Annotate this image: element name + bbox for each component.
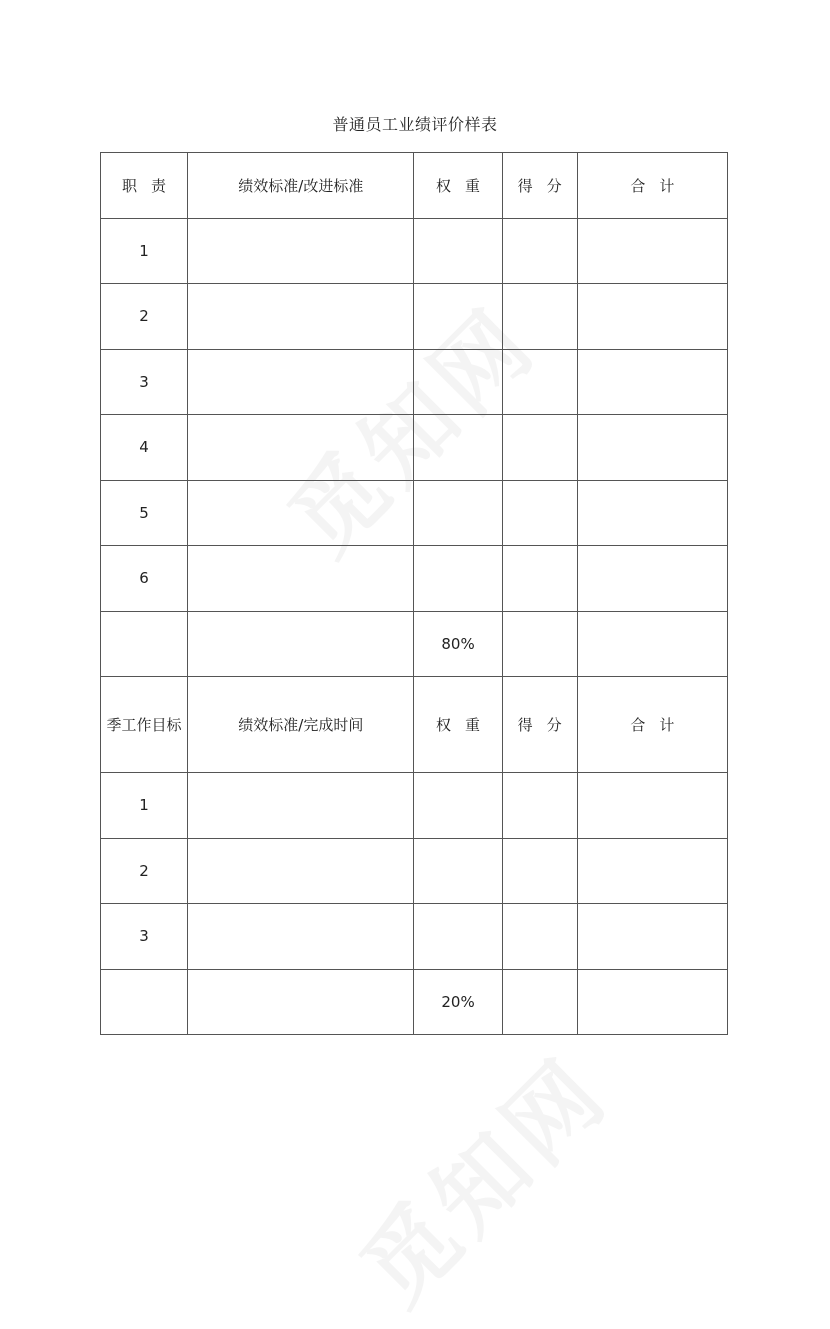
total-cell[interactable] (577, 773, 727, 839)
evaluation-table (100, 152, 728, 1035)
standard-cell[interactable] (188, 838, 414, 904)
empty-cell[interactable] (577, 969, 727, 1035)
score-cell[interactable] (502, 838, 577, 904)
row-number: 1 (101, 218, 188, 284)
document-title: 普通员工业绩评价样表 (332, 115, 498, 134)
total-cell[interactable] (577, 415, 727, 481)
subtotal-weight: 20% (414, 969, 502, 1035)
header-cell-weight: 权重 (414, 153, 502, 219)
row-number: 3 (101, 349, 188, 415)
total-cell[interactable] (577, 349, 727, 415)
standard-cell[interactable] (188, 415, 414, 481)
total-cell[interactable] (577, 480, 727, 546)
score-cell[interactable] (502, 546, 577, 612)
table-row (101, 284, 728, 350)
score-cell[interactable] (502, 218, 577, 284)
empty-cell[interactable] (502, 611, 577, 677)
weight-cell[interactable] (414, 349, 502, 415)
table-row (101, 773, 728, 839)
header-cell-score: 得分 (502, 677, 577, 773)
weight-cell[interactable] (414, 773, 502, 839)
header-cell-weight: 权重 (414, 677, 502, 773)
header-cell-quarter-goal: 季工作目标 (101, 677, 188, 773)
row-number: 4 (101, 415, 188, 481)
total-cell[interactable] (577, 218, 727, 284)
table-row (101, 218, 728, 284)
standard-cell[interactable] (188, 773, 414, 839)
standard-cell[interactable] (188, 284, 414, 350)
weight-cell[interactable] (414, 838, 502, 904)
standard-cell[interactable] (188, 546, 414, 612)
weight-cell[interactable] (414, 218, 502, 284)
header-row-duties (101, 153, 728, 219)
standard-cell[interactable] (188, 480, 414, 546)
watermark (327, 1023, 632, 1328)
row-number: 3 (101, 904, 188, 970)
row-number: 1 (101, 773, 188, 839)
weight-cell[interactable] (414, 284, 502, 350)
weight-cell[interactable] (414, 546, 502, 612)
header-cell-duty: 职责 (101, 153, 188, 219)
table-row (101, 415, 728, 481)
weight-cell[interactable] (414, 480, 502, 546)
score-cell[interactable] (502, 904, 577, 970)
header-cell-standard-time: 绩效标准/完成时间 (188, 677, 414, 773)
subtotal-row-quarter-goals (101, 969, 728, 1035)
empty-cell[interactable] (101, 969, 188, 1035)
table-row (101, 838, 728, 904)
standard-cell[interactable] (188, 349, 414, 415)
row-number: 5 (101, 480, 188, 546)
table-row (101, 904, 728, 970)
empty-cell[interactable] (188, 611, 414, 677)
score-cell[interactable] (502, 415, 577, 481)
table-row (101, 349, 728, 415)
row-number: 2 (101, 838, 188, 904)
row-number: 6 (101, 546, 188, 612)
empty-cell[interactable] (101, 611, 188, 677)
weight-cell[interactable] (414, 415, 502, 481)
standard-cell[interactable] (188, 218, 414, 284)
subtotal-row-duties (101, 611, 728, 677)
score-cell[interactable] (502, 349, 577, 415)
score-cell[interactable] (502, 773, 577, 839)
subtotal-weight: 80% (414, 611, 502, 677)
header-cell-total: 合计 (577, 153, 727, 219)
empty-cell[interactable] (502, 969, 577, 1035)
empty-cell[interactable] (188, 969, 414, 1035)
header-row-quarter-goals (101, 677, 728, 773)
weight-cell[interactable] (414, 904, 502, 970)
score-cell[interactable] (502, 284, 577, 350)
score-cell[interactable] (502, 480, 577, 546)
total-cell[interactable] (577, 838, 727, 904)
empty-cell[interactable] (577, 611, 727, 677)
table-row (101, 480, 728, 546)
total-cell[interactable] (577, 284, 727, 350)
header-cell-total: 合计 (577, 677, 727, 773)
header-cell-standard: 绩效标准/改进标准 (188, 153, 414, 219)
table-row (101, 546, 728, 612)
row-number: 2 (101, 284, 188, 350)
standard-cell[interactable] (188, 904, 414, 970)
total-cell[interactable] (577, 904, 727, 970)
total-cell[interactable] (577, 546, 727, 612)
header-cell-score: 得分 (502, 153, 577, 219)
